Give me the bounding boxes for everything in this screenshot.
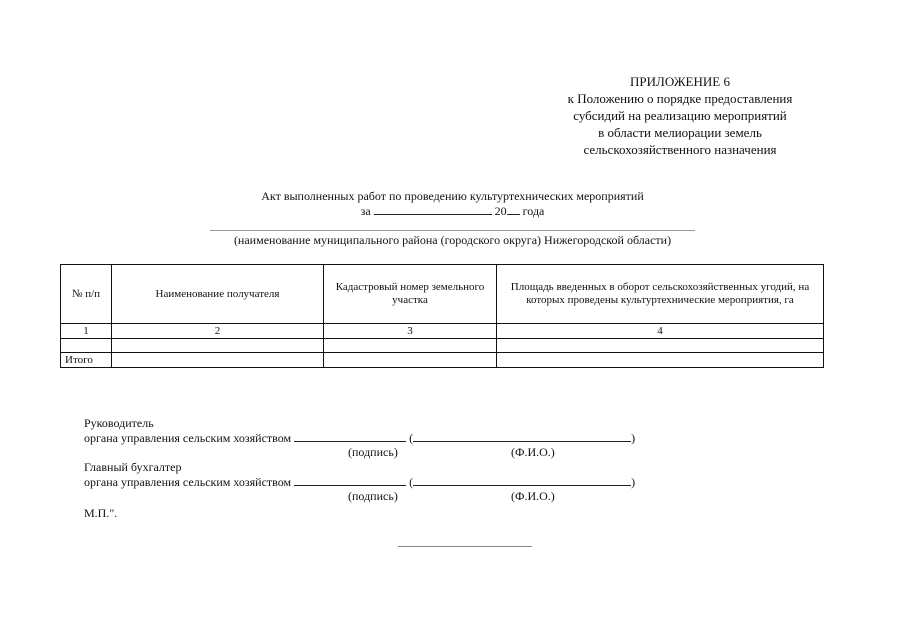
appendix-line: сельскохозяйственного назначения [583,142,777,157]
head-title-line1: Руководитель [84,416,154,430]
table-cell[interactable] [324,353,497,368]
act-title: Акт выполненных работ по проведению культуртехнических мероприятий [261,189,644,203]
table-cell[interactable] [497,353,824,368]
period-blank [374,203,492,215]
accountant-name-blank[interactable] [413,474,631,486]
period-year: 20 [494,204,507,218]
appendix-line: субсидий на реализацию мероприятий [573,108,787,123]
accountant-signature-row [84,474,635,489]
table-column-numbers-row [61,324,824,339]
header-number: № п/п [61,265,112,324]
accountant-title-line1: Главный бухгалтер [84,460,182,474]
appendix-title: ПРИЛОЖЕНИЕ 6 [630,74,730,89]
table-header-row [61,265,824,324]
accountant-signature-blank[interactable] [294,474,406,486]
table-cell[interactable] [324,339,497,353]
head-name-blank[interactable] [413,430,631,442]
municipality-line [210,230,695,231]
header-area: Площадь введенных в оборот сельскохозяйственных угодий, на которых проведены культуртехнические мероприятия, га [497,265,824,324]
table-cell[interactable] [497,339,824,353]
period-suffix: года [522,204,545,218]
act-period [200,203,705,218]
appendix-line: к Положению о порядке предоставления [567,91,793,106]
header-recipient: Наименование получателя [112,265,324,324]
column-number: 2 [112,324,324,339]
works-table [60,264,824,368]
head-signature-caption: (подпись) [348,445,398,459]
appendix-line: в области мелиорации земель [598,125,762,140]
accountant-title-line2: органа управления сельским хозяйством [84,475,292,489]
close-paren: ) [631,431,636,445]
column-number: 4 [497,324,824,339]
municipality-caption: (наименование муниципального района (городского округа) Нижегородской области) [233,233,672,247]
footer-rule [398,546,532,547]
head-signature-blank[interactable] [294,430,406,442]
total-label: Итого [61,353,112,368]
seal-mark: М.П.". [84,506,118,520]
accountant-signature-caption: (подпись) [348,489,398,503]
table-row [61,339,824,353]
appendix-heading [540,73,820,158]
head-title-line2: органа управления сельским хозяйством [84,431,292,445]
open-paren: ( [409,431,414,445]
header-cadastral: Кадастровый номер земельного участка [324,265,497,324]
head-name-caption: (Ф.И.О.) [511,445,555,459]
table-cell[interactable] [112,339,324,353]
table-cell[interactable] [112,353,324,368]
open-paren: ( [409,475,414,489]
table-cell[interactable] [61,339,112,353]
period-prefix: за [360,204,371,218]
head-signature-row [84,430,635,445]
accountant-name-caption: (Ф.И.О.) [511,489,555,503]
close-paren: ) [631,475,636,489]
column-number: 1 [61,324,112,339]
column-number: 3 [324,324,497,339]
table-total-row [61,353,824,368]
year-blank [507,203,520,215]
